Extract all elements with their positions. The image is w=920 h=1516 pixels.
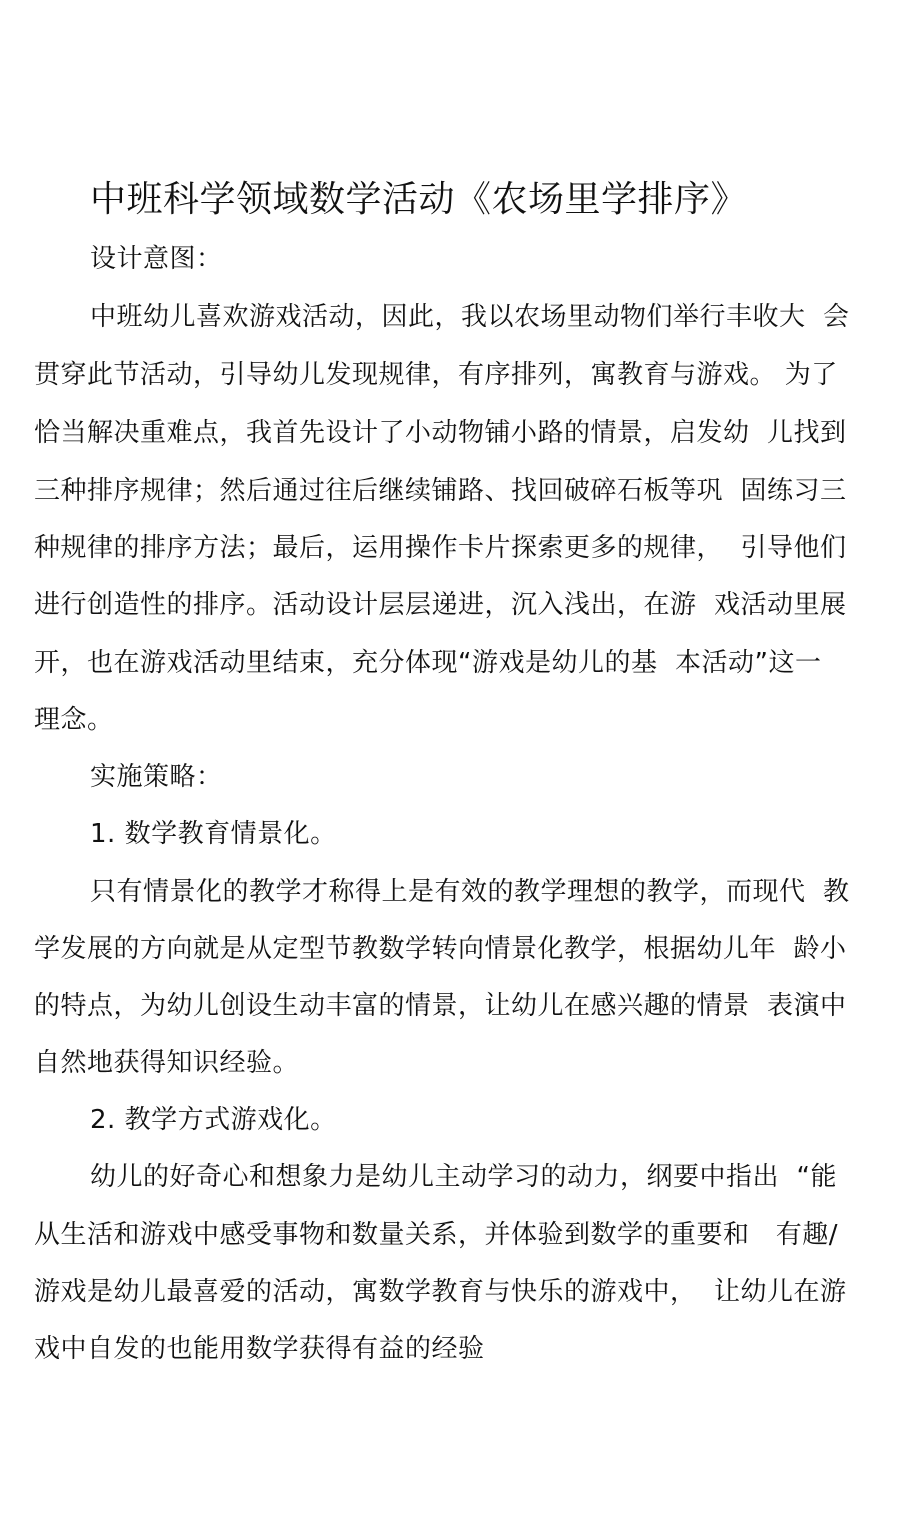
item2-line-2: 从生活和游戏中感受事物和数量关系，并体验到数学的重要和 有趣/: [34, 1220, 839, 1250]
item1-line-4: 自然地获得知识经验。: [34, 1048, 300, 1078]
item2-heading: 2. 教学方式游戏化。: [90, 1105, 337, 1135]
item1-line-1: 只有情景化的教学才称得上是有效的教学理想的教学，而现代 教: [90, 877, 850, 907]
design-line-8: 理念。: [34, 705, 114, 735]
design-line-6: 进行创造性的排序。活动设计层层递进，沉入浅出，在游 戏活动里展: [34, 590, 847, 620]
item2-line-1: 幼儿的好奇心和想象力是幼儿主动学习的动力，纲要中指出 “能: [90, 1162, 837, 1192]
item2-line-4: 戏中自发的也能用数学获得有益的经验: [34, 1334, 485, 1364]
design-line-5: 种规律的排序方法；最后，运用操作卡片探索更多的规律， 引导他们: [34, 533, 847, 563]
item1-heading: 1. 数学教育情景化。: [90, 819, 337, 849]
strategy-heading: 实施策略：: [90, 762, 223, 792]
design-line-1: 中班幼儿喜欢游戏活动，因此，我以农场里动物们举行丰收大 会: [90, 302, 850, 332]
design-intent-heading: 设计意图：: [90, 244, 223, 274]
item1-line-2: 学发展的方向就是从定型节教数学转向情景化教学，根据幼儿年 龄小: [34, 934, 847, 964]
item1-line-3: 的特点，为幼儿创设生动丰富的情景，让幼儿在感兴趣的情景 表演中: [34, 991, 847, 1021]
item2-line-3: 游戏是幼儿最喜爱的活动，寓数学教育与快乐的游戏中， 让幼儿在游: [34, 1277, 847, 1307]
document-title: 中班科学领域数学活动《农场里学排序》: [90, 179, 748, 220]
design-line-2: 贯穿此节活动，引导幼儿发现规律，有序排列，寓教育与游戏。 为了: [34, 360, 838, 390]
design-line-3: 恰当解决重难点，我首先设计了小动物铺小路的情景，启发幼 儿找到: [34, 418, 847, 448]
design-line-4: 三种排序规律；然后通过往后继续铺路、找回破碎石板等巩 固练习三: [34, 476, 847, 506]
design-line-7: 开，也在游戏活动里结束，充分体现“游戏是幼儿的基 本活动”这一: [34, 648, 822, 678]
